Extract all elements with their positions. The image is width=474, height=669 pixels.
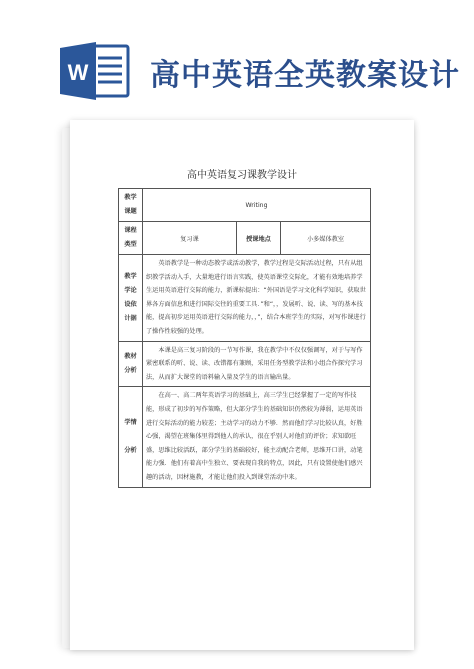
page-title: 高中英语全英教案设计	[150, 58, 460, 93]
header-banner	[0, 0, 474, 110]
table-row-students	[119, 387, 371, 487]
table-row-analysis	[119, 341, 371, 387]
theory-text: 英语教学是一种动态教学或活动教学，教学过程是交际活动过程，只有从组织教学活动入手，大量地进行语言实践，使英语课堂交际化，才能有效地培养学生运用英语进行交际的能力，新课标提出：“外国语是学习文化科学知识，获取世界各方面信息和进行国际交往的重要工具．”和“，，发展听、说、读、写的基本技能，提高初步运用英语进行交际的能力，，”，结合本班学生的实际，对写作课进行了操作性较强的处理。	[143, 255, 371, 342]
document-title: 高中英语复习课教学设计	[187, 170, 297, 181]
analysis-text: 本课是高三复习阶段的一节写作课，我在教学中不仅仅强调写，对于与写作紧密联系的听、说、读、改错都有兼顾，采用任务型教学法和小组合作探究学习法，从而扩大课堂的语料输入量及学生的语言输出量。	[143, 341, 371, 387]
type-label: 课程类型	[119, 222, 143, 255]
lesson-plan-table	[118, 188, 371, 488]
students-label: 学情分析	[119, 387, 143, 487]
topic-label: 教学课题	[119, 189, 143, 222]
students-text: 在高一、高二两年英语学习的基础上，高三学生已经掌握了一定的写作技能，形成了初步的写作策略，但大部分学生的基础知识仍然较为薄弱，运用英语进行交际活动的能力较差；主动学习的动力不够．然而他们学习比较认真，好胜心强，渴望在班集体里得到他人的承认，很在乎别人对他们的评价；求知欲旺盛，思维比较活跃，部分学生的基础较好，能主动配合老师，思维开口讲，动笔能力强．他们有着高中生独立、要表现自我的特点，因此，只有设置使他们感兴趣的活动，因材施教，才能让他们投入到课堂活动中来。	[143, 387, 371, 487]
table-row-theory	[119, 255, 371, 342]
word-icon	[60, 40, 130, 102]
table-row-type	[119, 222, 371, 255]
theory-label: 教学学论设依计据	[119, 255, 143, 342]
venue-label: 授课地点	[237, 222, 281, 255]
table-row-topic	[119, 189, 371, 222]
svg-text:W: W	[67, 60, 89, 85]
type-value: 复习课	[143, 222, 237, 255]
topic-value: Writing	[143, 189, 371, 222]
document-page	[70, 120, 414, 650]
venue-value: 小多媒体教室	[281, 222, 371, 255]
analysis-label: 教材分析	[119, 341, 143, 387]
